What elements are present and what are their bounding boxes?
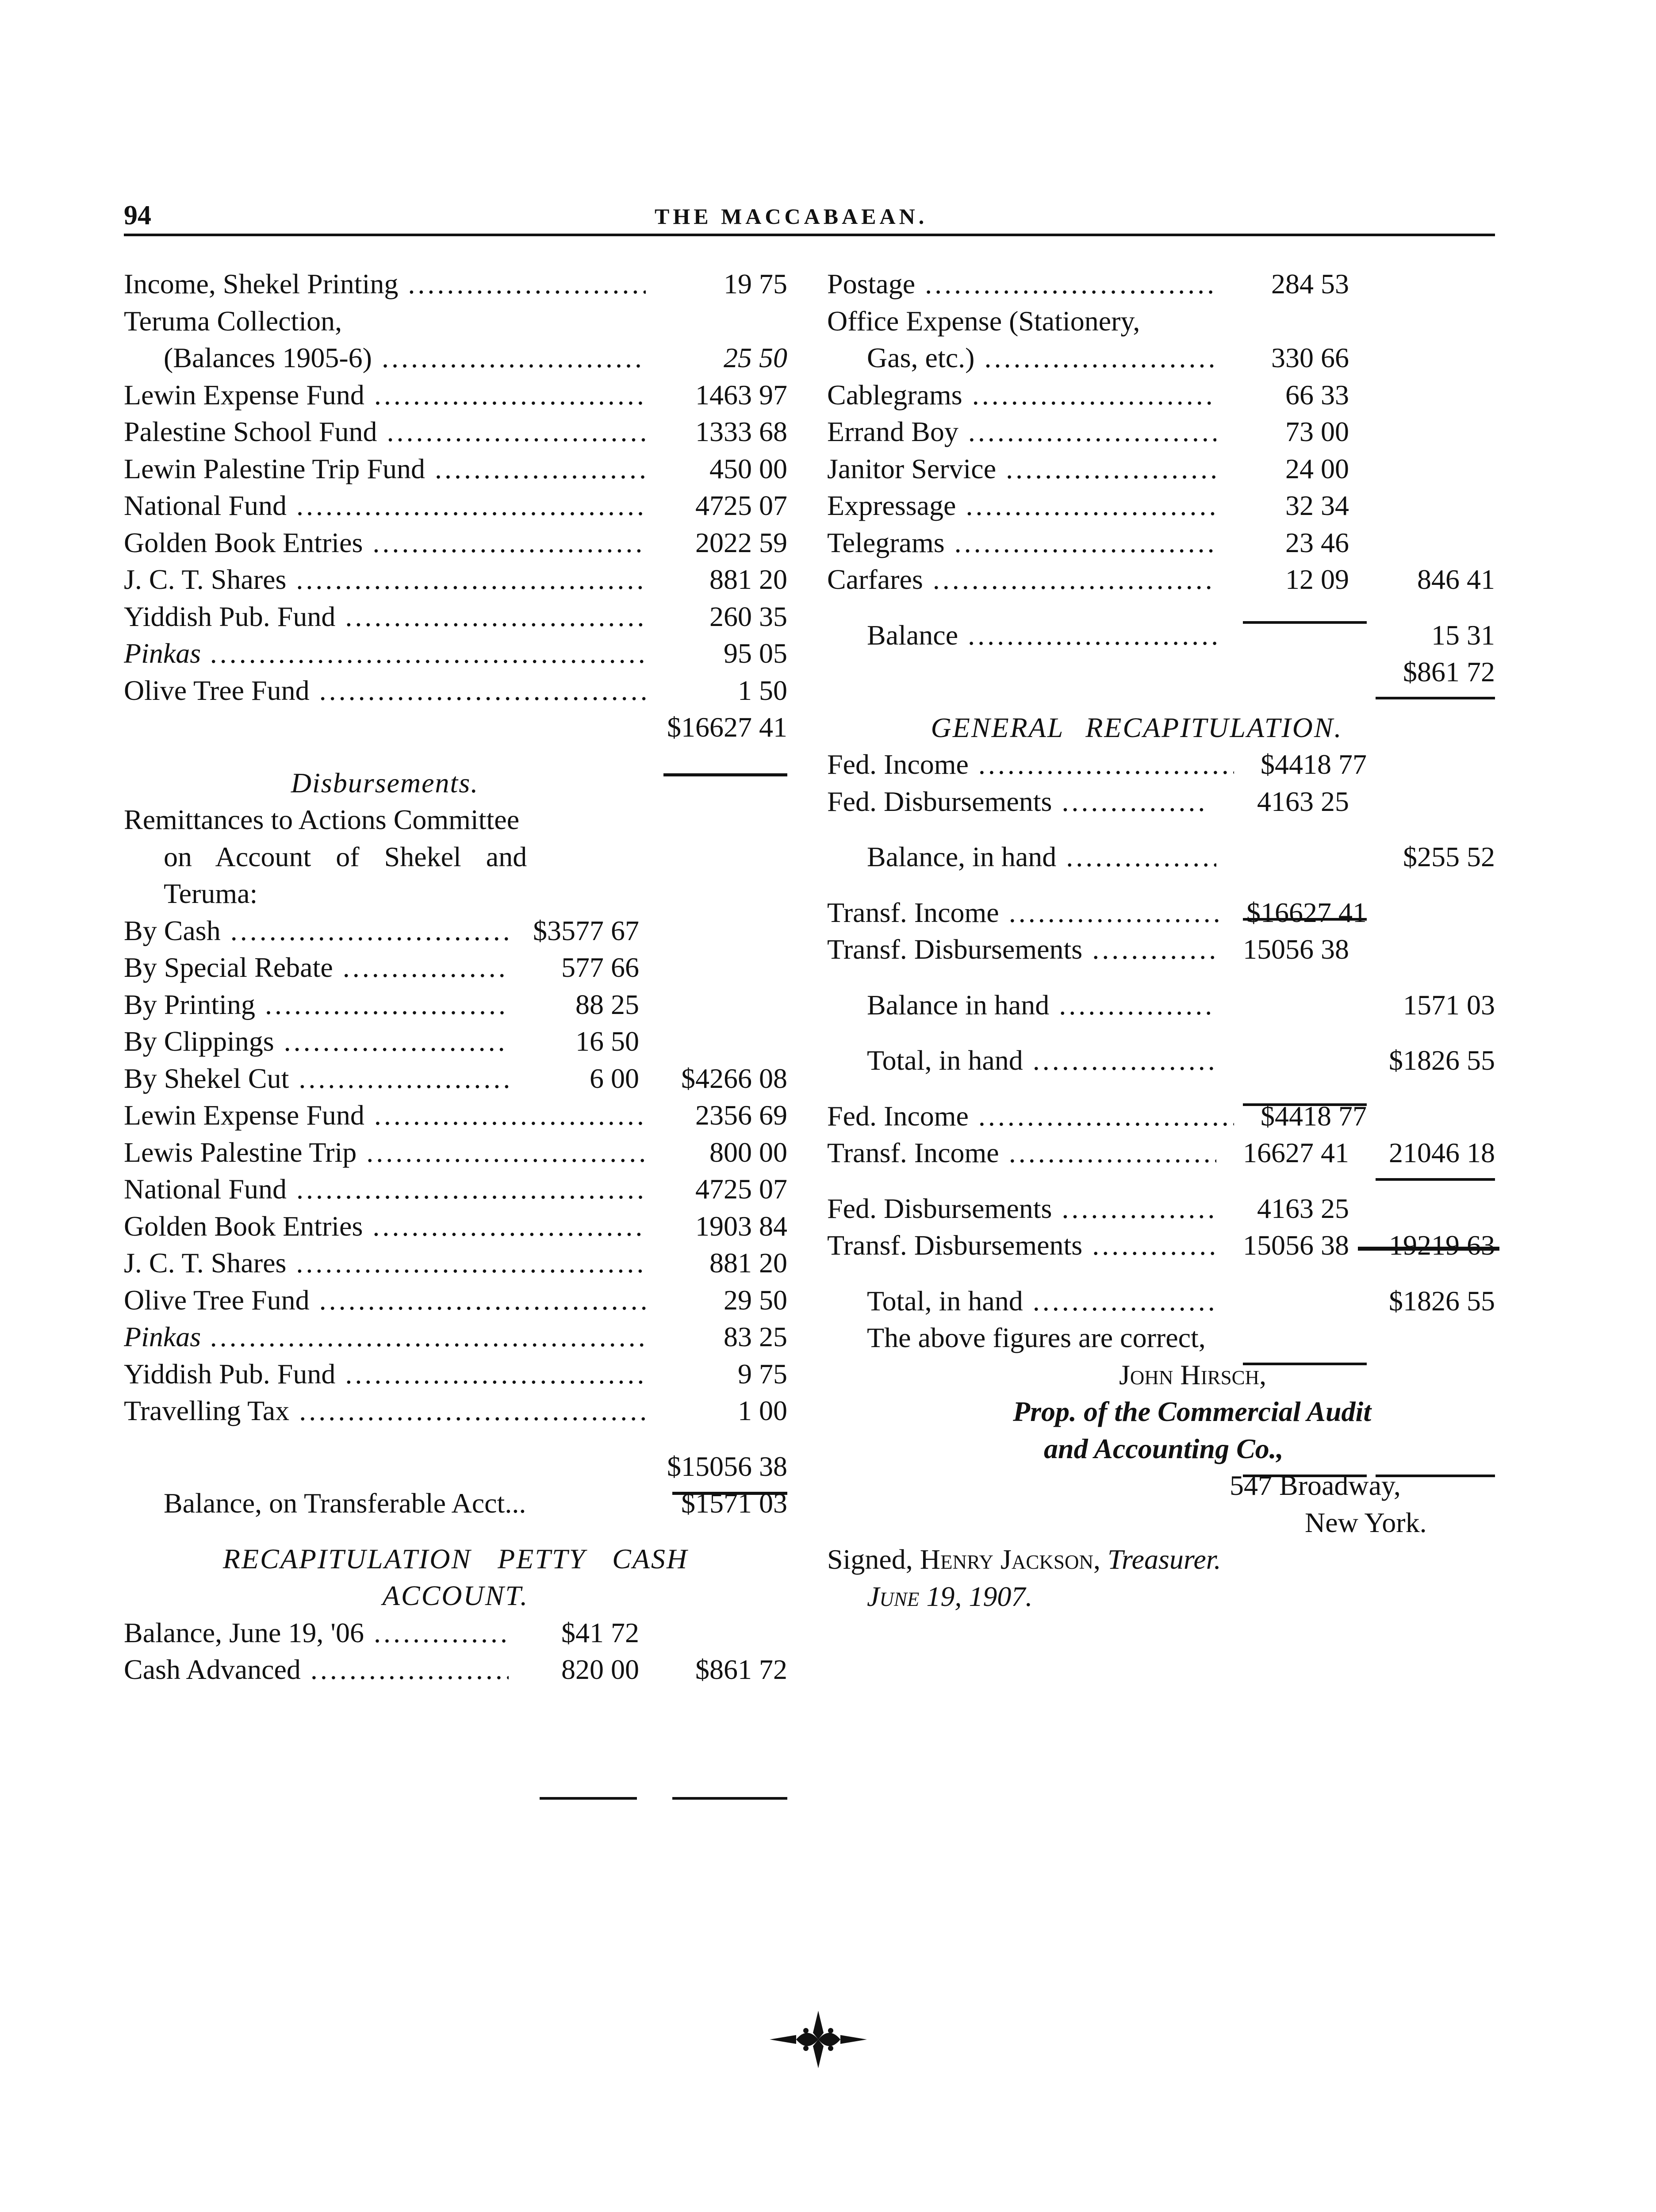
auditor-title-2: and Accounting Co., bbox=[1044, 1432, 1284, 1464]
ledger-row: Lewis Palestine Trip ..... 800 00 bbox=[124, 1134, 787, 1171]
ledger-row: Golden Book Entries ..... 1903 84 bbox=[124, 1208, 787, 1245]
rule bbox=[663, 773, 787, 776]
disb-sum: 19219 63 bbox=[1389, 1229, 1495, 1261]
ledger-row: Olive Tree Fund ..... 29 50 bbox=[124, 1282, 787, 1319]
income-total: $16627 41 bbox=[667, 711, 787, 743]
income-sum: 21046 18 bbox=[1389, 1137, 1495, 1168]
ledger-row: Pinkas ..... 83 25 bbox=[124, 1318, 787, 1356]
ledger-row: Fed. Disbursements ..... 4163 25 bbox=[827, 783, 1499, 820]
general-recap-heading: GENERAL RECAPITULATION. bbox=[931, 711, 1343, 743]
ledger-row: By Shekel Cut ..... 6 00 $4266 08 bbox=[124, 1060, 787, 1097]
ledger-row: Transf. Disbursements ..... 15056 38 19219 63 bbox=[827, 1227, 1499, 1264]
header-rule bbox=[124, 234, 1495, 236]
ledger-row: Pinkas ..... 95 05 bbox=[124, 635, 787, 672]
ledger-row: Golden Book Entries ..... 2022 59 bbox=[124, 524, 787, 561]
disbursements-total-row bbox=[124, 1448, 787, 1485]
remittance-text: Remittances to Actions Committee bbox=[124, 804, 520, 835]
ledger-row: Cash Advanced ..... 820 00 $861 72 bbox=[124, 1651, 787, 1688]
ledger-row: Income, Shekel Printing ..... 19 75 bbox=[124, 265, 787, 303]
ledger-row: Postage ..... 284 53 bbox=[827, 265, 1499, 303]
signed-title: Treasurer. bbox=[1107, 1544, 1221, 1575]
left-column bbox=[124, 265, 787, 1688]
ledger-row: Olive Tree Fund ..... 1 50 bbox=[124, 672, 787, 709]
ledger-row: Janitor Service ..... 24 00 bbox=[827, 450, 1499, 488]
ledger-row: Transf. Disbursements ..... 15056 38 bbox=[827, 931, 1499, 968]
transferable-balance-row: Balance, on Transferable Acct... $1571 03 bbox=[164, 1487, 787, 1519]
right-column bbox=[827, 265, 1499, 1615]
ledger-row: J. C. T. Shares ..... 881 20 bbox=[124, 1244, 787, 1282]
ledger-row: Balance, June 19, '06 ..... $41 72 bbox=[124, 1614, 787, 1651]
remittance-total: $4266 08 bbox=[681, 1062, 787, 1094]
address-line-2: New York. bbox=[1305, 1506, 1427, 1538]
running-title: THE MACCABAEAN. bbox=[655, 204, 928, 229]
fleuron-ornament-icon bbox=[765, 2008, 871, 2070]
ledger-row: Errand Boy ..... 73 00 bbox=[827, 413, 1499, 450]
disbursements-heading: Disbursements. bbox=[291, 767, 479, 799]
ledger-row: National Fund ..... 4725 07 bbox=[124, 1171, 787, 1208]
ledger-row: Lewin Expense Fund ..... 1463 97 bbox=[124, 376, 787, 414]
petty-cash-heading-2: ACCOUNT. bbox=[382, 1580, 529, 1611]
ledger-row: By Special Rebate ..... 577 66 bbox=[124, 949, 787, 986]
ledger-row: Lewin Expense Fund ..... 2356 69 bbox=[124, 1097, 787, 1134]
ledger-row: Fed. Income ..... $4418 77 bbox=[827, 746, 1499, 783]
ledger-row: Yiddish Pub. Fund ..... 9 75 bbox=[124, 1356, 787, 1393]
remittance-text: on Account of Shekel and bbox=[164, 841, 527, 872]
rule bbox=[1376, 1178, 1495, 1181]
ledger-row: J. C. T. Shares ..... 881 20 bbox=[124, 561, 787, 598]
rule bbox=[672, 1797, 787, 1800]
ledger-row: Fed. Disbursements ..... 4163 25 bbox=[827, 1190, 1499, 1227]
signature-date: June 19, 1907. bbox=[867, 1580, 1033, 1612]
ledger-row: Lewin Palestine Trip Fund ..... 450 00 bbox=[124, 450, 787, 488]
income-total-row bbox=[124, 709, 787, 746]
ledger-row: (Balances 1905-6) ..... 25 50 bbox=[124, 339, 787, 376]
signature-line bbox=[827, 1541, 1499, 1578]
fed-balance-row: Balance, in hand ..... $255 52 bbox=[827, 838, 1499, 876]
signed-name: Henry Jackson, bbox=[920, 1544, 1100, 1575]
ledger-row: By Clippings ..... 16 50 bbox=[124, 1023, 787, 1060]
auditor-name: John Hirsch, bbox=[1119, 1359, 1267, 1390]
total-hand-row-2: Total, in hand ..... $1826 55 bbox=[827, 1283, 1499, 1320]
ledger-row: Travelling Tax ..... 1 00 bbox=[124, 1392, 787, 1429]
page-number: 94 bbox=[124, 200, 151, 230]
transf-balance-row: Balance in hand ..... 1571 03 bbox=[827, 987, 1499, 1024]
ledger-row: Telegrams ..... 23 46 bbox=[827, 524, 1499, 561]
auditor-title: Prop. of the Commercial Audit bbox=[1013, 1396, 1372, 1427]
ledger-row: Carfares ..... 12 09 846 41 bbox=[827, 561, 1499, 598]
ledger-row: Office Expense (Stationery, bbox=[827, 305, 1140, 337]
total-hand-row: Total, in hand ..... $1826 55 bbox=[827, 1042, 1499, 1079]
ledger-row: Teruma Collection, bbox=[124, 305, 342, 337]
rule bbox=[1376, 697, 1495, 699]
ledger-row: National Fund ..... 4725 07 bbox=[124, 487, 787, 524]
ledger-row: Transf. Income ..... 16627 41 21046 18 bbox=[827, 1134, 1499, 1171]
disbursements-total: $15056 38 bbox=[667, 1450, 787, 1482]
petty-cash-heading: RECAPITULATION PETTY CASH bbox=[222, 1543, 689, 1575]
rule bbox=[540, 1797, 637, 1800]
remittance-text: Teruma: bbox=[164, 878, 258, 909]
petty-balance-row: Balance ..... 15 31 bbox=[827, 617, 1499, 654]
expenses-total: 846 41 bbox=[1417, 564, 1495, 595]
ledger-row: Yiddish Pub. Fund ..... 260 35 bbox=[124, 598, 787, 635]
ledger-row: Cablegrams ..... 66 33 bbox=[827, 376, 1499, 414]
ledger-row: Transf. Income ..... $16627 41 bbox=[827, 894, 1499, 931]
ledger-row: By Cash ..... $3577 67 bbox=[124, 912, 787, 949]
ledger-row: By Printing ..... 88 25 bbox=[124, 986, 787, 1023]
signed-prefix: Signed, bbox=[827, 1544, 913, 1575]
petty-total-row: $861 72 bbox=[1403, 656, 1495, 687]
ledger-row: Gas, etc.) ..... 330 66 bbox=[827, 339, 1499, 376]
page-header bbox=[124, 200, 1495, 235]
certification-text: The above figures are correct, bbox=[867, 1322, 1206, 1353]
ledger-row: Fed. Income ..... $4418 77 bbox=[827, 1098, 1499, 1135]
ledger-row: Palestine School Fund ..... 1333 68 bbox=[124, 413, 787, 450]
ledger-row: Expressage ..... 32 34 bbox=[827, 487, 1499, 524]
address-line: 547 Broadway, bbox=[1230, 1470, 1401, 1501]
